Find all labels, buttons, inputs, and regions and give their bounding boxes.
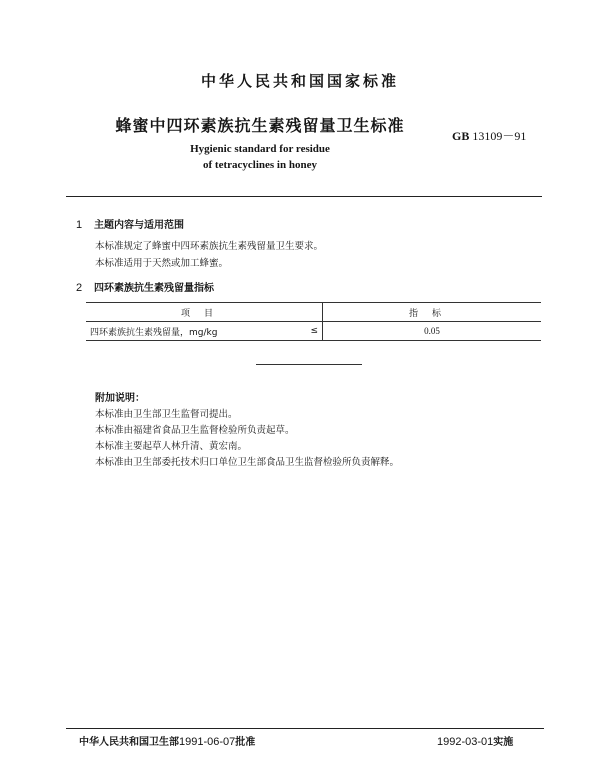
table-cell-symbol: ≤ [294,322,323,341]
appendix-title: 附加说明： [95,393,145,404]
header-divider [66,196,542,197]
standard-title-english-line1: Hygienic standard for residue [190,143,330,155]
appendix-line-1: 本标准由卫生部卫生监督司提出。 [95,409,238,420]
issuing-authority: 中华人民共和国国家标准 [200,72,399,90]
residue-limit-table [86,302,541,341]
table-cell-item: 四环素族抗生素残留量，mg/kg [86,322,294,341]
effective-suffix: 实施 [493,737,514,748]
standard-code-prefix: GB [452,129,470,143]
standard-title-chinese: 蜂蜜中四环素族抗生素残留量卫生标准 [115,116,405,135]
table-header-row [86,303,541,322]
approval-authority: 中华人民共和国卫生部 [79,737,179,748]
section-1-paragraph-1: 本标准规定了蜂蜜中四环素族抗生素残留量卫生要求。 [95,241,324,252]
section-2-title: 四环素族抗生素残留量指标 [94,283,214,294]
section-1-title: 主题内容与适用范围 [94,220,184,231]
section-2-number: 2 [76,282,83,294]
table-row [86,322,541,341]
approval-statement [79,733,255,748]
table-header-value: 指标 [323,303,542,322]
table-cell-value: 0.05 [323,322,542,341]
end-of-text-divider [256,364,362,365]
section-1-number: 1 [76,219,83,231]
effective-statement [437,733,513,748]
section-1-heading [76,216,184,231]
appendix-line-3: 本标准主要起草人林升清、黄宏南。 [95,441,248,452]
standard-code-number: 13109－91 [472,129,527,143]
effective-date: 1992-03-01 [437,736,494,748]
standard-title-english-line2: of tetracyclines in honey [203,159,317,171]
approval-date: 1991-06-07 [179,736,236,748]
appendix-line-2: 本标准由福建省食品卫生监督检验所负责起草。 [95,425,295,436]
appendix-line-4: 本标准由卫生部委托技术归口单位卫生部食品卫生监督检验所负责解释。 [95,457,400,468]
table-header-item: 项目 [86,303,323,322]
section-1-paragraph-2: 本标准适用于天然或加工蜂蜜。 [95,258,229,269]
approval-suffix: 批准 [235,737,256,748]
footer-divider [66,728,544,729]
standard-code [452,127,526,144]
section-2-heading [76,279,214,294]
